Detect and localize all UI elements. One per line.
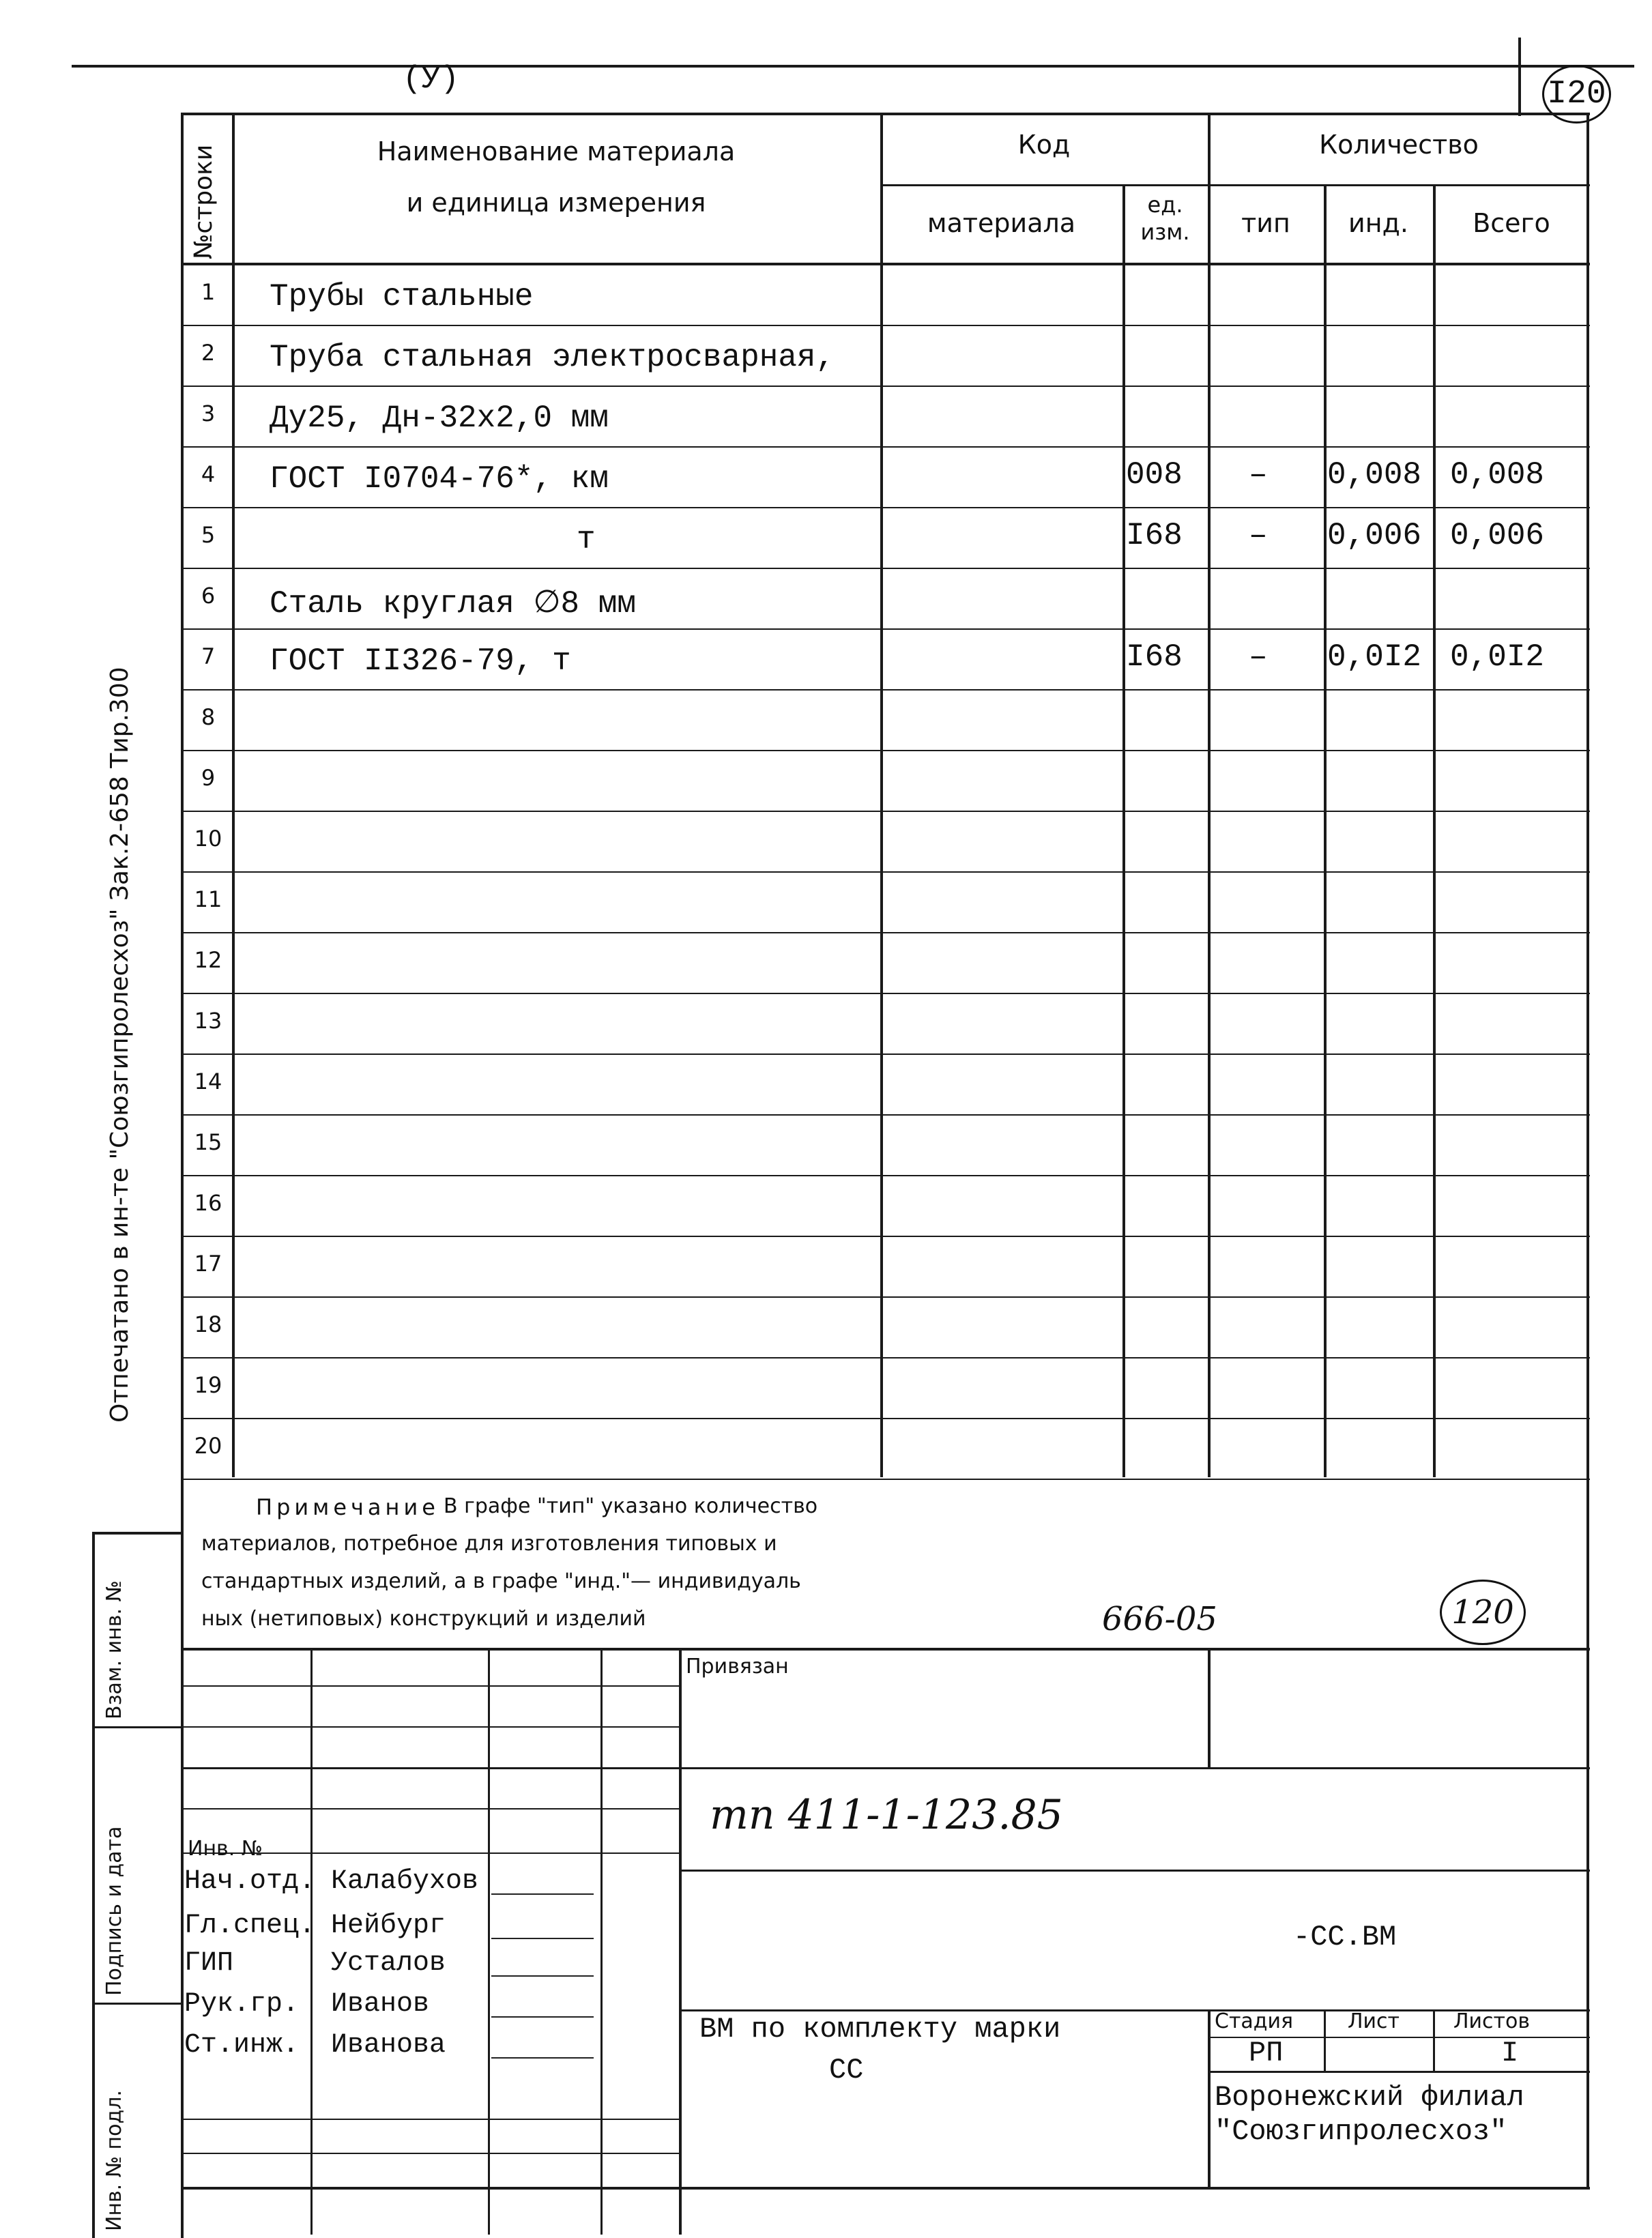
col-ind <box>1433 184 1436 1477</box>
stamp-row-j <box>181 2119 679 2120</box>
row-number: 10 <box>194 826 222 852</box>
note-title: Примечание <box>256 1494 439 1520</box>
row-number: 7 <box>201 643 216 669</box>
signer-role: Гл.спец. <box>184 1910 316 1941</box>
header-name-1: Наименование материала <box>377 136 736 166</box>
row-number: 4 <box>201 461 216 487</box>
row-number: 5 <box>201 522 216 548</box>
note-code: 666-05 <box>1102 1600 1217 1638</box>
table-right <box>1586 113 1589 2187</box>
signature <box>491 1914 594 1939</box>
row-number: 11 <box>194 886 222 912</box>
note-line-4: ных (нетиповых) конструкций и изделий <box>201 1607 646 1631</box>
top-border <box>72 65 1634 68</box>
row-number: 13 <box>194 1008 222 1034</box>
sheets-label: Листов <box>1453 2009 1531 2033</box>
signer-name: Иванов <box>331 1989 430 2020</box>
stamp-top <box>181 1648 1590 1651</box>
stamp-bottom <box>181 2187 1590 2190</box>
stamp-col-5 <box>1208 1648 1211 1767</box>
row-ind: 0,008 <box>1327 457 1422 493</box>
stamp-col-1 <box>310 1648 313 2235</box>
side-box-top <box>92 1532 181 1535</box>
row-line <box>181 1418 1590 1419</box>
privyazan-label: Привязан <box>686 1655 789 1679</box>
document-mark: -СС.ВМ <box>1293 1921 1397 1953</box>
side-inv-podl: Инв. № подл. <box>102 2090 126 2231</box>
row-name: Ду25, Дн-32х2,0 мм <box>270 401 609 436</box>
row-line <box>181 1175 1590 1176</box>
note-line-3: стандартных изделий, а в графе "инд."— индивидуаль <box>201 1569 801 1593</box>
stage-value: РП <box>1249 2037 1284 2069</box>
row-line <box>181 1296 1590 1298</box>
header-code: Код <box>1017 130 1071 160</box>
page-number-divider <box>1518 38 1521 116</box>
header-mid <box>880 184 1590 186</box>
signer-name: Иванова <box>331 2030 446 2061</box>
table-top <box>181 113 1590 115</box>
signer-role: ГИП <box>184 1948 234 1979</box>
stamp-row-d <box>181 1808 679 1810</box>
row-name: ГОСТ I0704-76*, км <box>270 461 609 497</box>
row-number: 8 <box>201 704 216 730</box>
row-line <box>181 1053 1590 1055</box>
stamp-row-k <box>181 2153 679 2154</box>
stamp-col-8 <box>1433 2009 1435 2071</box>
row-line <box>181 507 1590 508</box>
signature <box>491 1992 594 2018</box>
row-number: 6 <box>201 583 216 609</box>
sheets-value: I <box>1501 2037 1519 2069</box>
note-line-1: В графе "тип" указано количество <box>444 1494 818 1518</box>
title-line-1: ВМ по комплекту марки <box>699 2013 1061 2046</box>
inv-label: Инв. № <box>188 1837 263 1861</box>
stamp-row-a <box>181 1685 679 1687</box>
signer-role: Нач.отд. <box>184 1866 316 1897</box>
row-number: 9 <box>201 765 216 791</box>
row-line <box>181 325 1590 326</box>
row-line <box>181 568 1590 569</box>
stamp-col-3 <box>600 1648 603 2235</box>
top-mark: (У) <box>403 61 459 97</box>
signature <box>491 1870 594 1895</box>
stamp-row-b <box>181 1726 679 1728</box>
row-name: Труба стальная электросварная, <box>270 340 835 375</box>
header-type: тип <box>1241 208 1290 238</box>
row-number: 1 <box>201 279 216 305</box>
row-ind: 0,006 <box>1327 518 1422 553</box>
row-line <box>181 446 1590 448</box>
signer-name: Калабухов <box>331 1866 479 1897</box>
org-line-2: "Союзгипролесхоз" <box>1215 2115 1507 2148</box>
stamp-col-2 <box>488 1648 490 2235</box>
header-bottom <box>181 263 1590 265</box>
signer-role: Ст.инж. <box>184 2030 300 2061</box>
row-total: 0,006 <box>1450 518 1545 553</box>
header-ind: инд. <box>1348 208 1408 238</box>
row-number: 3 <box>201 401 216 426</box>
header-row-no: №строки <box>190 144 218 259</box>
side-podpis: Подпись и дата <box>102 1826 126 1996</box>
stamp-col-4 <box>679 1648 682 2235</box>
row-number: 18 <box>194 1311 222 1337</box>
page-number: I20 <box>1542 65 1611 123</box>
row-name: ГОСТ II326-79, т <box>270 643 571 679</box>
header-material: материала <box>927 208 1076 238</box>
row-line <box>181 1479 1590 1480</box>
row-number: 20 <box>194 1433 222 1459</box>
row-line <box>181 1236 1590 1237</box>
row-line <box>181 1114 1590 1116</box>
row-type: – <box>1249 639 1268 675</box>
row-line <box>181 811 1590 812</box>
stamp-col-6 <box>1208 2009 1211 2187</box>
signature <box>491 1951 594 1977</box>
note-circled-number: 120 <box>1440 1580 1526 1645</box>
row-number: 14 <box>194 1069 222 1094</box>
side-box-div-2 <box>92 2003 181 2005</box>
row-number: 15 <box>194 1129 222 1155</box>
stamp-row-e <box>679 1870 1590 1872</box>
side-box-left <box>92 1532 95 2238</box>
row-line <box>181 689 1590 691</box>
printed-note: Отпечатано в ин-те "Союзгипролесхоз" Зак.2-658 Тир.300 <box>106 667 134 1423</box>
row-unit: I68 <box>1126 639 1183 675</box>
row-total: 0,008 <box>1450 457 1545 493</box>
col-type <box>1324 184 1327 1477</box>
col-name <box>880 113 883 1477</box>
row-type: – <box>1249 457 1268 493</box>
side-vzam: Взам. инв. № <box>102 1580 126 1719</box>
row-unit: I68 <box>1126 518 1183 553</box>
row-number: 17 <box>194 1251 222 1277</box>
row-line <box>181 1357 1590 1358</box>
row-line <box>181 628 1590 630</box>
row-number: 12 <box>194 947 222 973</box>
row-total: 0,0I2 <box>1450 639 1545 675</box>
stamp-row-i <box>1208 2071 1590 2073</box>
sheet-label: Лист <box>1348 2009 1400 2033</box>
col-material <box>1122 184 1125 1477</box>
header-unit: ед. изм. <box>1140 192 1190 245</box>
col-code <box>1208 113 1211 1477</box>
row-line <box>181 750 1590 751</box>
row-type: – <box>1249 518 1268 553</box>
header-quantity: Количество <box>1319 130 1479 160</box>
row-name: Сталь круглая ∅8 мм <box>270 586 636 622</box>
signer-name: Усталов <box>331 1948 446 1979</box>
signer-name: Нейбург <box>331 1910 446 1941</box>
note-line-2: материалов, потребное для изготовления типовых и <box>201 1532 777 1556</box>
col-rownum <box>232 113 235 1477</box>
row-number: 2 <box>201 340 216 366</box>
project-number: тп 411-1-123.85 <box>710 1791 1063 1839</box>
row-line <box>181 932 1590 933</box>
stamp-row-c <box>181 1767 1590 1769</box>
row-unit: 008 <box>1126 457 1183 493</box>
row-line <box>181 386 1590 387</box>
title-line-2: СС <box>829 2054 864 2087</box>
row-name: т <box>577 522 596 557</box>
stamp-col-7 <box>1324 2009 1326 2071</box>
row-ind: 0,0I2 <box>1327 639 1422 675</box>
signer-role: Рук.гр. <box>184 1989 300 2020</box>
stage-label: Стадия <box>1215 2009 1294 2033</box>
header-name-2: и единица измерения <box>406 188 706 218</box>
row-line <box>181 871 1590 873</box>
row-number: 16 <box>194 1190 222 1216</box>
side-box-div-1 <box>92 1726 181 1728</box>
header-total: Всего <box>1473 208 1550 238</box>
row-name: Трубы стальные <box>270 279 534 315</box>
org-line-1: Воронежский филиал <box>1215 2081 1524 2114</box>
row-line <box>181 993 1590 994</box>
row-number: 19 <box>194 1372 222 1398</box>
signature <box>491 2033 594 2059</box>
